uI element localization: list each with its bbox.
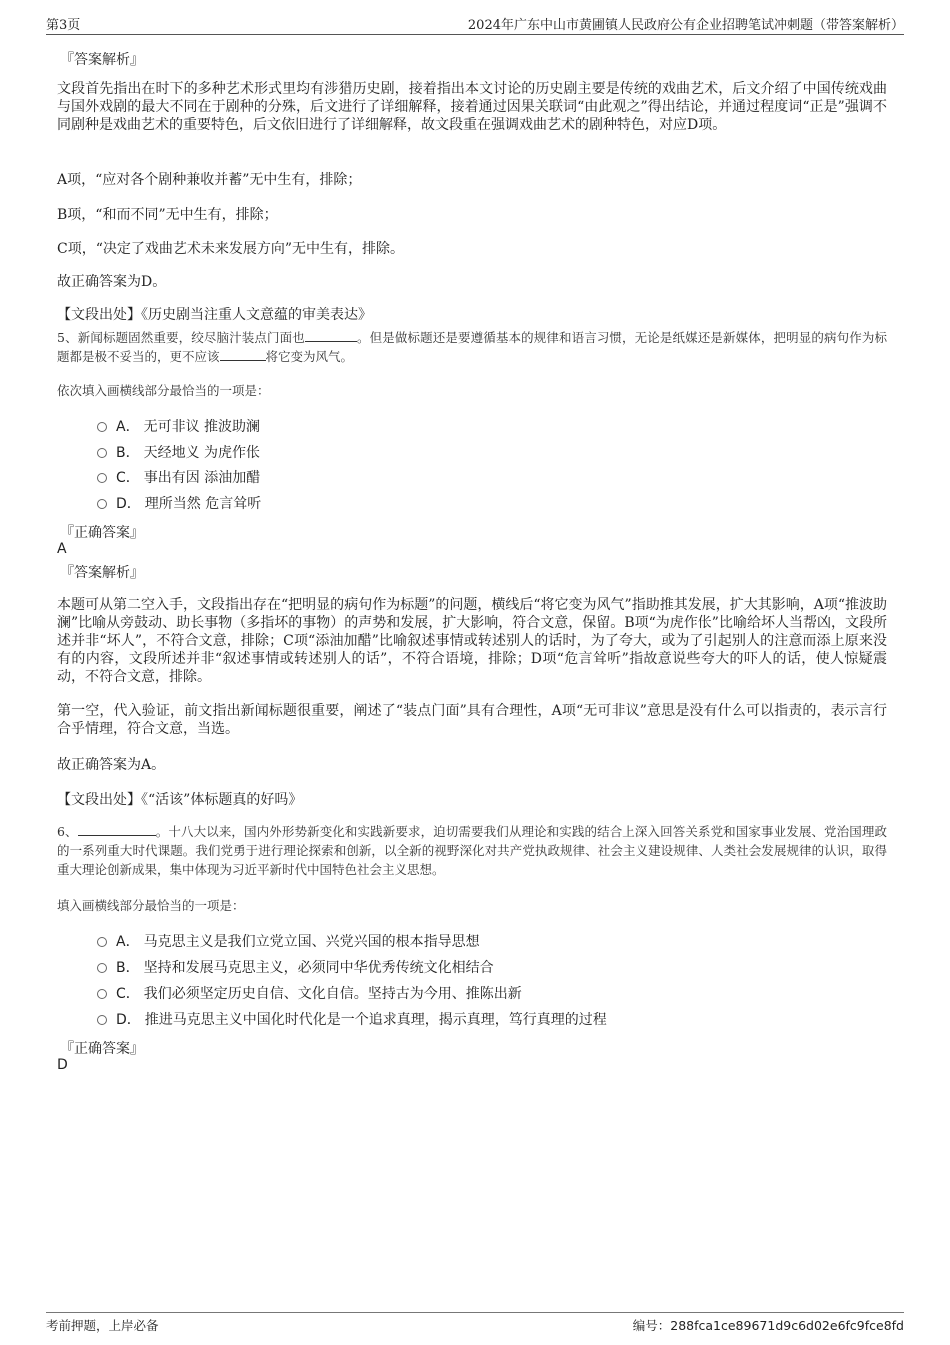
analysis-line-c: C项，“决定了戏曲艺术未来发展方向”无中生有，排除。 bbox=[57, 241, 405, 257]
source-citation: 【文段出处】《“活该”体标题真的好吗》 bbox=[57, 792, 303, 808]
option-a[interactable]: A． 无可非议 推波助澜 bbox=[97, 416, 260, 436]
analysis-heading: 『答案解析』 bbox=[60, 565, 144, 581]
question-5-prompt: 依次填入画横线部分最恰当的一项是： bbox=[57, 383, 270, 398]
analysis-paragraph: 文段首先指出在时下的多种艺术形式里均有涉猎历史剧，接着指出本文讨论的历史剧主要是传统的戏曲艺术，后文介绍了中国传统戏曲与国外戏剧的最大不同在于剧种的分殊，后文进行了详细解释，接着通过因果关联词“由此观之”得出结论，并通过程度词“正是”强调不同剧种是戏曲艺术的重要特色，后文依旧进行了详细解释，故文段重在强调戏曲艺术的剧种特色，对应D项。 bbox=[57, 81, 887, 133]
option-b[interactable]: B． 天经地义 为虎作伥 bbox=[97, 442, 260, 462]
fill-blank bbox=[305, 329, 357, 342]
analysis-line-b: B项，“和而不同”无中生有，排除； bbox=[57, 207, 278, 223]
page-footer bbox=[46, 1312, 904, 1335]
answer-heading: 『正确答案』 bbox=[60, 525, 144, 541]
analysis-line-a: A项，“应对各个剧种兼收并蓄”无中生有，排除； bbox=[57, 172, 362, 188]
document-id: 编号：288fca1ce89671d9c6d02e6fc9fce8fd bbox=[632, 1318, 904, 1333]
radio-icon[interactable] bbox=[97, 473, 107, 483]
question-6-stem: 6、 。十八大以来，国内外形势新变化和实践新要求，迫切需要我们从理论和实践的结合上深入回答关系党和国家事业发展、党治国理政的一系列重大时代课题。我们党勇于进行理论探索和创新，以全新的视野深化对共产党执政规律、社会主义建设规律、人类社会发展规律的认识，取得重大理论创新成果，集中体现为习近平新时代中国特色社会主义思想。 bbox=[57, 824, 887, 877]
analysis-paragraph: 第一空，代入验证，前文指出新闻标题很重要，阐述了“装点门面”具有合理性，A项“无可非议”意思是没有什么可以指责的，表示言行合乎情理，符合文意，当选。 bbox=[57, 703, 887, 737]
page-header bbox=[46, 14, 904, 35]
source-citation: 【文段出处】《历史剧当注重人文意蕴的审美表达》 bbox=[57, 307, 372, 323]
analysis-conclusion: 故正确答案为A。 bbox=[57, 757, 166, 773]
option-c[interactable]: C． 我们必须坚定历史自信、文化自信。坚持古为今用、推陈出新 bbox=[97, 983, 522, 1003]
analysis-conclusion: 故正确答案为D。 bbox=[57, 274, 167, 290]
fill-blank bbox=[78, 823, 156, 836]
correct-answer: A bbox=[57, 541, 67, 557]
radio-icon[interactable] bbox=[97, 422, 107, 432]
analysis-heading: 『答案解析』 bbox=[60, 52, 144, 68]
option-c[interactable]: C． 事出有因 添油加醋 bbox=[97, 467, 260, 487]
option-d[interactable]: D． 推进马克思主义中国化时代化是一个追求真理，揭示真理，笃行真理的过程 bbox=[97, 1009, 607, 1029]
option-d[interactable]: D． 理所当然 危言耸听 bbox=[97, 493, 261, 513]
radio-icon[interactable] bbox=[97, 1015, 107, 1025]
answer-heading: 『正确答案』 bbox=[60, 1041, 144, 1057]
option-a[interactable]: A． 马克思主义是我们立党立国、兴党兴国的根本指导思想 bbox=[97, 931, 480, 951]
option-b[interactable]: B． 坚持和发展马克思主义，必须同中华优秀传统文化相结合 bbox=[97, 957, 494, 977]
page-number: 第3页 bbox=[46, 18, 81, 33]
radio-icon[interactable] bbox=[97, 989, 107, 999]
footer-slogan: 考前押题，上岸必备 bbox=[46, 1318, 159, 1333]
radio-icon[interactable] bbox=[97, 499, 107, 509]
fill-blank bbox=[220, 348, 266, 361]
correct-answer: D bbox=[57, 1057, 68, 1073]
document-title: 2024年广东中山市黄圃镇人民政府公有企业招聘笔试冲刺题（带答案解析） bbox=[467, 18, 904, 33]
question-6-prompt: 填入画横线部分最恰当的一项是： bbox=[57, 898, 245, 913]
radio-icon[interactable] bbox=[97, 937, 107, 947]
radio-icon[interactable] bbox=[97, 963, 107, 973]
radio-icon[interactable] bbox=[97, 448, 107, 458]
analysis-paragraph: 本题可从第二空入手，文段指出存在“把明显的病句作为标题”的问题，横线后“将它变为风气”指助推其发展，扩大其影响，A项“推波助澜”比喻从旁鼓动、助长事物（多指坏的事物）的声势和发展，扩大影响，符合文意，保留。B项“为虎作伥”比喻给坏人当帮凶，文段所述并非“坏人”，不符合文意，排除；C项“添油加醋”比喻叙述事情或转述别人的话时，为了夸大，或为了引起别人的注意而添上原来没有的内容，文段所述并非“叙述事情或转述别人的话”，不符合语境，排除；D项“危言耸听”指故意说些夸大的吓人的话，使人惊疑震动，不符合文意，排除。 bbox=[57, 597, 887, 685]
question-5-stem: 5、新闻标题固然重要，绞尽脑汁装点门面也 。但是做标题还是要遵循基本的规律和语言习惯，无论是纸媒还是新媒体，把明显的病句作为标题都是极不妥当的，更不应该 将它变为风气。 bbox=[57, 330, 887, 364]
